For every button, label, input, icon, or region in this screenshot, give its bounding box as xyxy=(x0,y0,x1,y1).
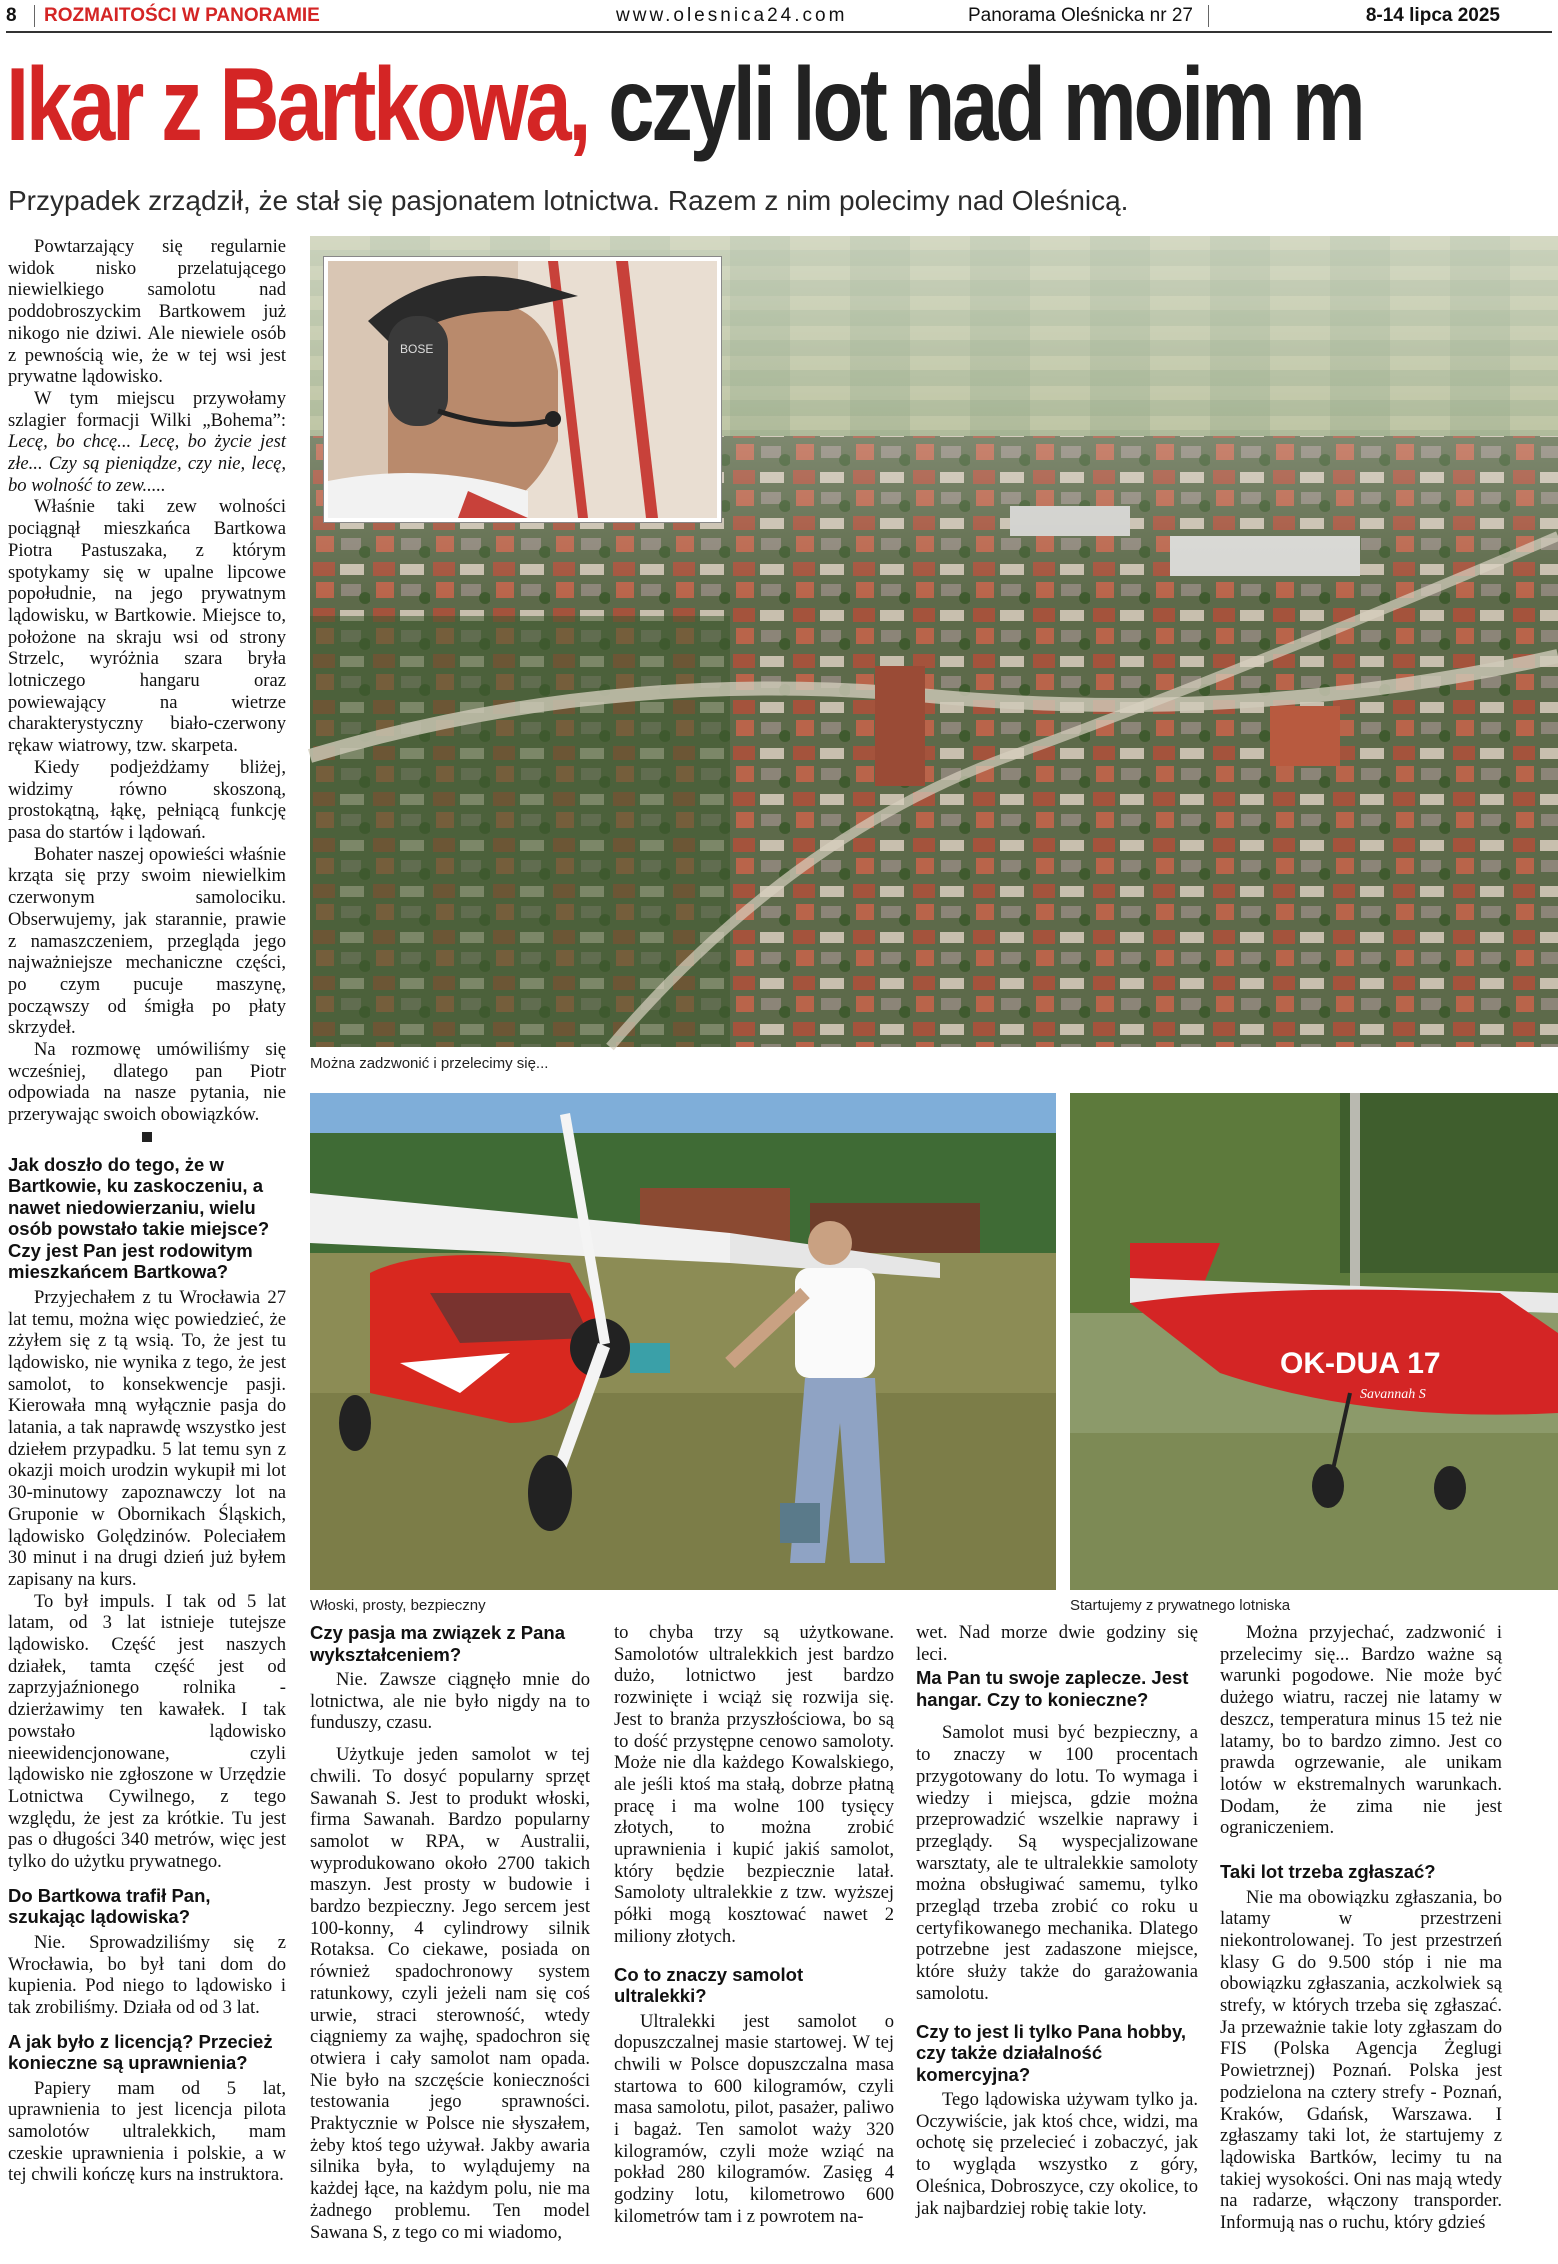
interview-answer: Nie ma obowiązku zgłaszania, bo latamy w przestrzeni niekontrolowanej. To jest przestrzeń klasy G do 9.500 stóp i nie ma obowiązku zgłaszania, aczkolwiek są strefy, w których trzeba się zgłaszać. Ja przeważnie takie loty zgłaszam do FIS (Polska Agencja Żeglugi Powietrznej) Poznań. Polska jest podzielona na cztery strefy - Poznań, Kraków, Gdańsk, Warszawa. I zgłaszamy taki lot, że startujemy z lądowiska Bartków, lecimy tu na takiej wysokości. Oni nas mają wtedy na radarze, włączony transporder. Informują nas o ruchu, który gdzieś xyxy=(1220,1886,1502,2234)
plane-model: Savannah S xyxy=(1360,1387,1426,1402)
header-divider xyxy=(1208,5,1209,27)
interview-answer: Samolot musi być bezpieczny, a to znaczy w 100 procentach przygotowany do lotu. To wymaga i wiedzy i miejsca, gdzie można przeprowadzić wszelkie naprawy i przeglądy. Są wyspecjalizowane warsztaty, ale te ultralekkie samoloty można obsługiwać samemu, tylko przegląd trzeba zrobić co roku u certyfikowanego mechanika. Dlatego potrzebne jest zadaszone miejsce, które służy także do garażowania samolotu. xyxy=(916,1722,1198,2004)
intro-lyrics-lead: W tym miejscu przywołamy szlagier formacji Wilki „Bohema”: xyxy=(8,387,286,431)
interview-answer: Ultralekki jest samolot o dopuszczalnej masie startowej. W tej chwili w Polsce dopuszczalna masa startowa to 600 kilogramów, czyli masa samolotu, pilot, pasażer, paliwo i bagaż. Ten samolot waży 320 kilogramów, czyli może wziąć na pokład 280 kilogramów. Zasięg 4 godziny lotu, kilometrowo 600 kilometrów tam i z powrotem na- xyxy=(614,2010,894,2227)
main-photo-caption: Można zadzwonić i przelecimy się... xyxy=(310,1055,549,1072)
interview-answer: Nie. Zawsze ciągnęło mnie do lotnictwa, ale nie było nigdy na to funduszy, czasu. xyxy=(310,1669,590,1734)
title-red-part: Ikar z Bartkowa, xyxy=(6,47,589,163)
interview-answer: Nie. Sprowadziliśmy się z Wrocławia, bo był tani dom do kupienia. Pod niego to lądowisko i tak zrobiliśmy. Działa od od 3 lat. xyxy=(8,1931,286,2018)
interview-question: Czy to jest li tylko Pana hobby, czy także działalność komercyjna? xyxy=(916,2020,1187,2085)
intro-paragraph: Kiedy podjeżdżamy bliżej, widzimy równo skoszoną, prostokątną, łąkę, pełniącą funkcję pasa do startów i lądowań. xyxy=(8,756,286,843)
plane-takeoff-photo xyxy=(1070,1093,1558,1590)
website[interactable]: www.olesnica24.com xyxy=(616,5,848,26)
interview-question: Taki lot trzeba zgłaszać? xyxy=(1220,1861,1436,1883)
article-title xyxy=(6,46,1363,164)
plane-takeoff-illustration xyxy=(1070,1093,1558,1590)
interview-question: A jak było z licencją? Przecież konieczne są uprawnienia? xyxy=(8,2030,273,2074)
issue-label: Panorama Oleśnicka nr 27 xyxy=(968,5,1193,26)
section-bullet xyxy=(142,1132,152,1142)
header-rule xyxy=(6,31,1552,33)
bottom-right-caption: Startujemy z prywatnego lotniska xyxy=(1070,1597,1291,1614)
interview-answer: To był impuls. I tak od 5 lat latam, od 3 lat istnieje tutejsze lądowisko. Część jest naszych działek, tamta część jest od zaprzyjaźnionego rolnika - dzierżawimy ten kawałek. I tak powstało lądowisko nieewidencjonowane, czyli lądowisko nie zgłoszone w Urzędzie Lotnictwa Cywilnego, z tego względu, że jest za krótkie. Tu jest pas o długości 340 metrów, więc jest tylko do użytku prywatnego. xyxy=(8,1590,286,1873)
plane-cleaning-photo xyxy=(310,1093,1056,1590)
headset-brand: BOSE xyxy=(400,342,434,356)
interview-answer: Można przyjechać, zadzwonić i przelecimy się... Bardzo ważne są warunki pogodowe. Nie może być dużego wiatru, raczej nie latamy w deszcz, temperatura minus 15 też nie latamy, bo to bardzo zimno. Jest co prawda ogrzewanie, ale unikam lotów w ekstremalnych warunkach. Dodam, że zima nie jest ograniczeniem. xyxy=(1220,1622,1502,1839)
issue-date: 8-14 lipca 2025 xyxy=(1365,5,1500,26)
intro-lyrics: Lecę, bo chcę... Lecę, bo życie jest złe... Czy są pieniądze, czy nie, lecę, bo wolność to zew..... xyxy=(8,431,286,496)
article-lead: Przypadek zrządził, że stał się pasjonatem lotnictwa. Razem z nim polecimy nad Oleśnicą. xyxy=(8,185,1129,216)
interview-question: Czy pasja ma związek z Pana wykształceniem? xyxy=(310,1622,566,1665)
interview-answer: to chyba trzy są użytkowane. Samolotów ultralekkich jest bardzo dużo, lotnictwo jest bardzo rozwinięte i wciąż się rozwija się. Jest to branża przyszłościowa, bo są to dość przystępne cenowo samoloty. Może nie dla każdego Kowalskiego, ale jeśli ktoś ma stałą, dobrze płatną pracę i ma wolne 100 tysięcy złotych, to można zrobić uprawnienia i kupić jakiś samolot, który będzie bezpiecznie latał. Samoloty ultralekkie z tzw. wyższej półki mogą kosztować nawet 2 miliony złotych. xyxy=(614,1622,894,1947)
pilot-portrait-illustration xyxy=(328,261,717,518)
interview-answer: Papiery mam od 5 lat, uprawnienia to jest licencja pilota samolotów ultralekkich, mam czeskie uprawnienia i polskie, a w tej chwili kończę kurs na instruktora. xyxy=(8,2077,286,2186)
interview-answer: Przyjechałem z tu Wrocławia 27 lat temu, można więc powiedzieć, że zżyłem się z tą wsią. To, że jest tu lądowisko, nie wynika z tego, że jest samolot, to konsekwencje pasji. Kierowała mną wyłącznie pasja do latania, a tak naprawdę wszystko jest dziełem przypadku. 5 lat temu syn z okazji moich urodzin wykupił mi lot 30-minutowy zapoznawczy lot na Gruponie w Obornikach Śląskich, lądowisko Golędzinów. Poleciałem 30 minut i na drugi dzień już byłem zapisany na kurs. xyxy=(8,1286,286,1590)
interview-question: Do Bartkowa trafił Pan, szukając lądowiska? xyxy=(8,1884,211,1928)
intro-paragraph: Na rozmowę umówiliśmy się wcześniej, dlatego pan Piotr odpowiada na nasze pytania, nie przerywając swoich obowiązków. xyxy=(8,1039,286,1126)
column-3 xyxy=(614,1622,894,2228)
interview-question: Co to znaczy samolot ultralekki? xyxy=(614,1963,804,2007)
column-5 xyxy=(1220,1622,1502,2234)
interview-answer: wet. Nad morze dwie godziny się leci. xyxy=(916,1622,1198,1665)
interview-question: Ma Pan tu swoje zaplecze. Jest hangar. Czy to konieczne? xyxy=(916,1667,1189,1710)
page-number: 8 xyxy=(6,5,17,26)
pilot-inset-photo xyxy=(324,257,721,522)
plane-cleaning-illustration xyxy=(310,1093,1056,1590)
bottom-left-caption: Włoski, prosty, bezpieczny xyxy=(310,1597,486,1614)
header-divider xyxy=(34,5,35,27)
column-4 xyxy=(916,1622,1198,2219)
interview-answer: Tego lądowiska używam tylko ja. Oczywiście, jak ktoś chce, widzi, ma ochotę się przelecieć i zobaczyć, jak to wygląda wszystko z góry, Oleśnica, Dobroszyce, czy okolice, to jak najbardziej robię takie loty. xyxy=(916,2089,1198,2219)
title-dark-part: czyli lot nad moim m xyxy=(608,47,1363,163)
intro-paragraph: Powtarzający się regularnie widok nisko przelatującego niewielkiego samolotu nad poddobroszyckim Bartkowem już nikogo nie dziwi. Ale niewiele osób z pewnością wie, że w tej wsi jest prywatne lądowisko. xyxy=(8,236,286,388)
intro-paragraph xyxy=(8,388,286,497)
interview-answer: Użytkuje jeden samolot w tej chwili. To dosyć popularny sprzęt Sawanah S. Jest to produkt włoski, firma Sawanah. Bardzo popularny samolot w RPA, w Australii, wyprodukowano około 2700 takich maszyn. Jest prosty w budowie i bardzo bezpieczny. Jego sercem jest 100-konny, 4 cylindrowy silnik Rotaksa. Co ciekawe, posiada on również spadochronowy system ratunkowy, czyli jeżeli nam się coś urwie, straci sterowność, wtedy ciągniemy za wajhę, spadochron się otwiera i cały samolot nam opada. Nie było na szczęście konieczności testowania jego sprawności. Praktycznie w Polsce nie słyszałem, żeby ktoś tego używał. Jakby awaria silnika była, to wylądujemy na każdej łące, na każdym polu, nie ma żadnego problemu. Ten model Sawana S, z tego co mi wiadomo, xyxy=(310,1744,590,2243)
intro-column xyxy=(8,236,286,2186)
section-label: ROZMAITOŚCI W PANORAMIE xyxy=(44,5,320,26)
plane-registration: OK-DUA 17 xyxy=(1280,1347,1441,1380)
intro-paragraph: Właśnie taki zew wolności pociągnął mieszkańca Bartkowa Piotra Pastuszaka, z którym spotykamy się w upalne lipcowe popołudnie, na jego prywatnym lądowisku, w Bartkowie. Miejsce to, położone na skraju wsi od strony Strzelc, wyróżnia szara bryła lotniczego hangaru oraz powiewający na wietrze charakterystyczny biało-czerwony rękaw wiatrowy, tzw. skarpeta. xyxy=(8,496,286,757)
interview-question: Jak doszło do tego, że w Bartkowie, ku zaskoczeniu, a nawet niedowierzaniu, wielu osób powstało takie miejsce? Czy jest Pan jest rodowitym mieszkańcem Bartkowa? xyxy=(8,1153,270,1283)
column-2 xyxy=(310,1622,590,2243)
intro-paragraph: Bohater naszej opowieści właśnie krząta się przy swoim niewielkim czerwonym samolociku. Obserwujemy, jak starannie, prawie z namaszczeniem, przegląda jego najważniejsze mechaniczne części, po czym pucuje maszynę, począwszy od śmigła po płaty skrzydeł. xyxy=(8,843,286,1039)
